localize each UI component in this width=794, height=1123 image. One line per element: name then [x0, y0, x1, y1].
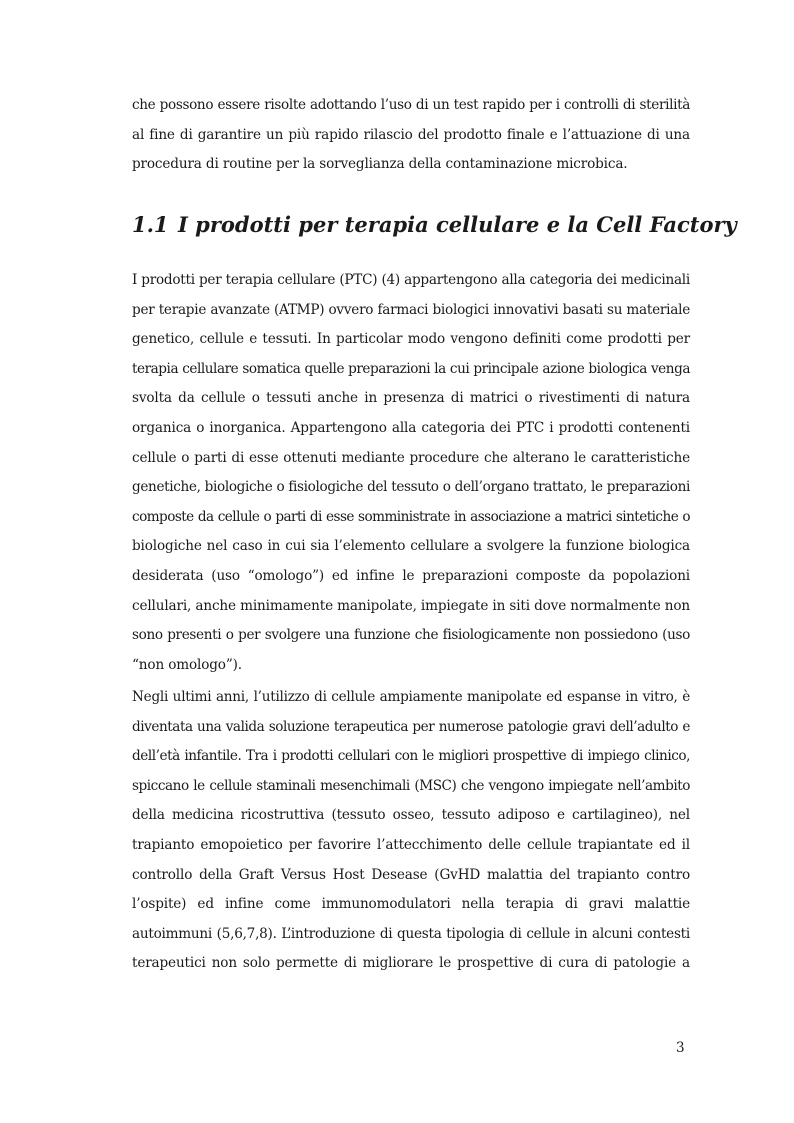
page-number: 3 [676, 1040, 685, 1056]
text-line: dell’età infantile. Tra i prodotti cellulari con le migliori prospettive di impiego clinico, [132, 748, 690, 765]
paragraph-ptc [132, 266, 690, 680]
text-line: della medicina ricostruttiva (tessuto osseo, tessuto adiposo e cartilagineo), nel [132, 807, 690, 824]
text-line: diventata una valida soluzione terapeutica per numerose patologie gravi dell’adulto e [132, 718, 690, 735]
text-line: l’ospite) ed infine come immunomodulatori nella terapia di gravi malattie [132, 896, 690, 913]
text-line: terapeutici non solo permette di migliorare le prospettive di cura di patologie a [132, 955, 690, 972]
text-line: trapianto emopoietico per favorire l’attecchimento delle cellule trapiantate ed il [132, 836, 690, 853]
text-line: controllo della Graft Versus Host Desease (GvHD malattia del trapianto contro [132, 866, 690, 883]
text-line: che possono essere risolte adottando l’uso di un test rapido per i controlli di sterilità [132, 97, 690, 113]
text-line: autoimmuni (5,6,7,8). L’introduzione di questa tipologia di cellule in alcuni contesti [132, 925, 690, 942]
section-heading [132, 212, 737, 237]
text-line: al fine di garantire un più rapido rilascio del prodotto finale e l’attuazione di una [132, 126, 690, 143]
paragraph-msc [132, 683, 690, 979]
text-line: organica o inorganica. Appartengono alla categoria dei PTC i prodotti contenenti [132, 419, 690, 436]
text-line: desiderata (uso “omologo”) ed infine le preparazioni composte da popolazioni [132, 567, 690, 584]
text-line: genetico, cellule e tessuti. In particolar modo vengono definiti come prodotti per [132, 331, 690, 348]
text-line: spiccano le cellule staminali mesenchimali (MSC) che vengono impiegate nell’ambito [132, 777, 690, 794]
text-line: procedura di routine per la sorveglianza della contaminazione microbica. [132, 156, 628, 173]
text-line: I prodotti per terapia cellulare (PTC) (4) appartengono alla categoria dei medicinali [132, 272, 690, 288]
text-line: “non omologo”). [132, 656, 242, 673]
text-line: Negli ultimi anni, l’utilizzo di cellule ampiamente manipolate ed espanse in vitro, è [132, 689, 690, 705]
paragraph-intro [132, 91, 690, 180]
text-line: sono presenti o per svolgere una funzione che fisiologicamente non possiedono (uso [132, 627, 690, 644]
text-line: svolta da cellule o tessuti anche in presenza di matrici o rivestimenti di natura [132, 390, 690, 407]
text-line: per terapie avanzate (ATMP) ovvero farmaci biologici innovativi basati su materiale [132, 301, 690, 318]
text-line: genetiche, biologiche o fisiologiche del tessuto o dell’organo trattato, le preparazioni [132, 479, 690, 496]
section-number: 1.1 [132, 212, 169, 237]
text-line: composte da cellule o parti di esse somministrate in associazione a matrici sintetiche o [132, 508, 690, 525]
text-line: biologiche nel caso in cui sia l’elemento cellulare a svolgere la funzione biologica [132, 538, 690, 555]
text-line: terapia cellulare somatica quelle preparazioni la cui principale azione biologica venga [132, 360, 690, 377]
text-line: cellulari, anche minimamente manipolate, impiegate in siti dove normalmente non [132, 597, 690, 614]
text-line: cellule o parti di esse ottenuti mediante procedure che alterano le caratteristiche [132, 449, 690, 466]
section-title: I prodotti per terapia cellulare e la Cell Factory [178, 212, 737, 237]
